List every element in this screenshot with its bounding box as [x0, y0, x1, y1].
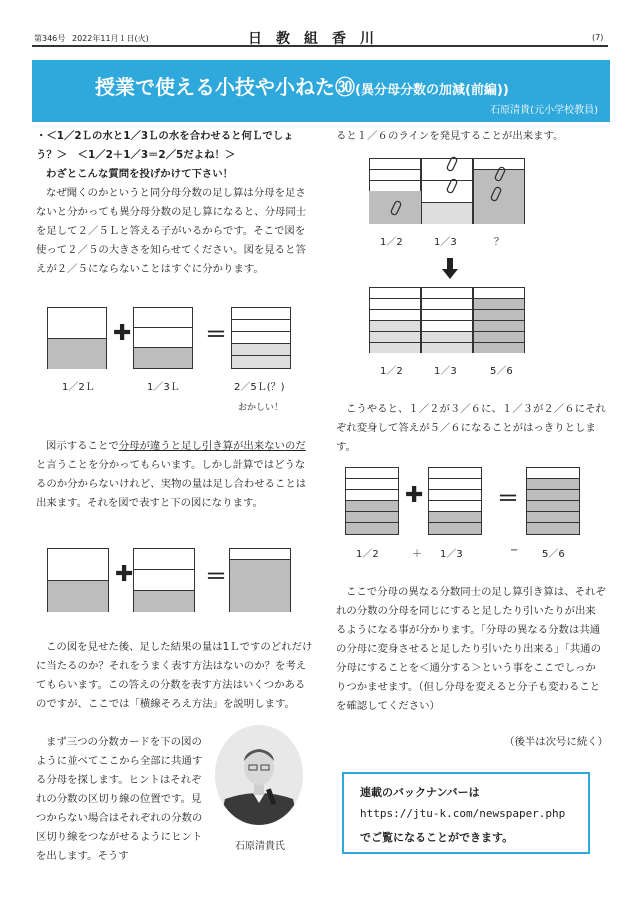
plus-icon: ✚	[115, 562, 134, 587]
equals-icon: ＝	[205, 565, 228, 590]
paperclip-markers	[365, 155, 531, 227]
figB-caption-half: 1／2	[380, 366, 403, 377]
fig1-caption-two-fifths: 2／5Ｌ(？)	[234, 382, 285, 393]
page-number: (7)	[592, 33, 604, 42]
article-title	[95, 71, 509, 100]
photo-caption: 石原清貴氏	[235, 841, 285, 852]
para2-text-post: と言うことを分かってもらいます。しかし計算ではどうなるのか分からないけれど、実物の量は足し合わせることは出来ます。それを図で表すと下の図になります。	[36, 459, 307, 509]
issue-number: 第346号	[34, 34, 66, 43]
plus-icon: ✚	[113, 321, 132, 346]
infobox-line-3: でご覧になることができます。	[360, 831, 514, 844]
bar2-third	[133, 548, 195, 612]
plus-icon: ✚	[405, 483, 424, 508]
left-paragraph-2	[36, 437, 314, 513]
figC-caption-plus: ＋	[412, 549, 422, 560]
article-title-main: 授業で使える小技や小ねた㉚	[95, 75, 355, 99]
arrow-down-icon	[442, 258, 458, 280]
barB-third	[421, 287, 473, 353]
left-paragraph-4: まず三つの分数カードを下の図のように並べてここから全部に共通する分母を探します。ヒントはそれぞれの分数の区切り線の位置です。見つからない場合はそれぞれの分数の区切り線をつながせるようにヒントを出します。そうす	[36, 736, 203, 862]
bar-third	[133, 307, 193, 369]
barB-half	[369, 287, 421, 353]
backnumber-url-link[interactable]: https://jtu-k.com/newspaper.php	[360, 807, 566, 820]
bar-half	[47, 307, 107, 369]
person-portrait-icon	[215, 725, 303, 825]
figA-caption-half: 1／2	[380, 237, 403, 248]
continued-note: （後半は次号に続く）	[504, 736, 608, 748]
figA-caption-third: 1／3	[434, 237, 457, 248]
intro-instruction: わざとこんな質問を投げかけて下さい！	[46, 168, 234, 180]
fig1-note: おかしい！	[238, 403, 284, 413]
right-paragraph-1: ると１／６のラインを発見することが出来ます。	[336, 130, 564, 142]
article-author: 石原清貴(元小学校教員)	[490, 105, 598, 116]
fig1-caption-third: 1／3Ｌ	[147, 382, 180, 393]
article-subtitle: (異分母分数の加減(前編))	[355, 83, 509, 98]
figC-caption-third: 1／3	[440, 549, 463, 560]
figC-caption-half: 1／2	[356, 549, 379, 560]
issue-date: 2022年11月１日(火)	[72, 34, 149, 43]
barC-half	[345, 467, 399, 535]
left-paragraph-3: この図を見せた後、足した結果の量は1Ｌですのどれだけに当たるのか？それをうまく表す方法はないのか？を考えてもらいます。この答えの分数を表す方法はいくつかあるのですが、ここでは「横線そろえ方法」を説明します。	[36, 641, 313, 710]
figB-caption-result: 5／6	[490, 366, 513, 377]
paper-name: 日 教 組 香 川	[248, 31, 374, 47]
infobox-line-1: 連載のバックナンバーは	[360, 786, 480, 799]
figA-caption-unknown: ？	[494, 237, 504, 248]
barB-result	[473, 287, 525, 353]
left-paragraph-1: なぜ聞くのかというと同分母分数の足し算は分母を足さないと分かっても異分母分数の足し算になると、分母同士を足して２／５Ｌと答える子がいるからです。そこで図を使って２／５の大きさを知らせてください。図を見ると答えが２／５にならないことはすぐに分かります。	[36, 187, 307, 275]
barC-third	[428, 467, 482, 535]
author-photo	[215, 725, 303, 825]
right-paragraph-2: こうやると、１／２が３／６に、１／３が２／６にそれぞれ変身して答えが５／６になることがはっきりとします。	[336, 403, 606, 453]
bar2-result	[229, 548, 291, 612]
para2-underlined: 分母が違うと足し引き算が出来ないのだ	[118, 440, 306, 452]
figC-caption-result: 5／6	[542, 549, 565, 560]
fig1-caption-half: 1／2Ｌ	[62, 382, 95, 393]
right-paragraph-3: ここで分母の異なる分数同士の足し算引き算は、それぞれの分数の分母を同じにすると足したり引いたりが出来るようになる事が分かります。「分母の異なる分数は共通の分母に変身させると足したり引いたり出来る」「共通の分母にすることを＜通分する＞という事をここでしっかりつかませます。（但し分母を変えると分子も変わることを確認してください）	[336, 586, 606, 712]
intro-question: ・＜1／2Ｌの水と1／3Ｌの水を合わせると何Ｌでしょう？＞ ＜1／2＋1／3＝2／5だよね！＞	[36, 130, 294, 161]
para2-text-pre: 図示することで	[46, 440, 119, 452]
equals-icon: ＝	[205, 323, 228, 348]
bar2-half	[47, 548, 109, 612]
equals-icon: ＝	[497, 487, 520, 512]
bar-two-fifths	[231, 307, 291, 369]
backnumber-infobox	[342, 772, 590, 854]
figC-caption-minus: −	[510, 545, 519, 556]
barC-result	[526, 467, 580, 535]
figB-caption-third: 1／3	[434, 366, 457, 377]
header-rule	[32, 45, 608, 47]
